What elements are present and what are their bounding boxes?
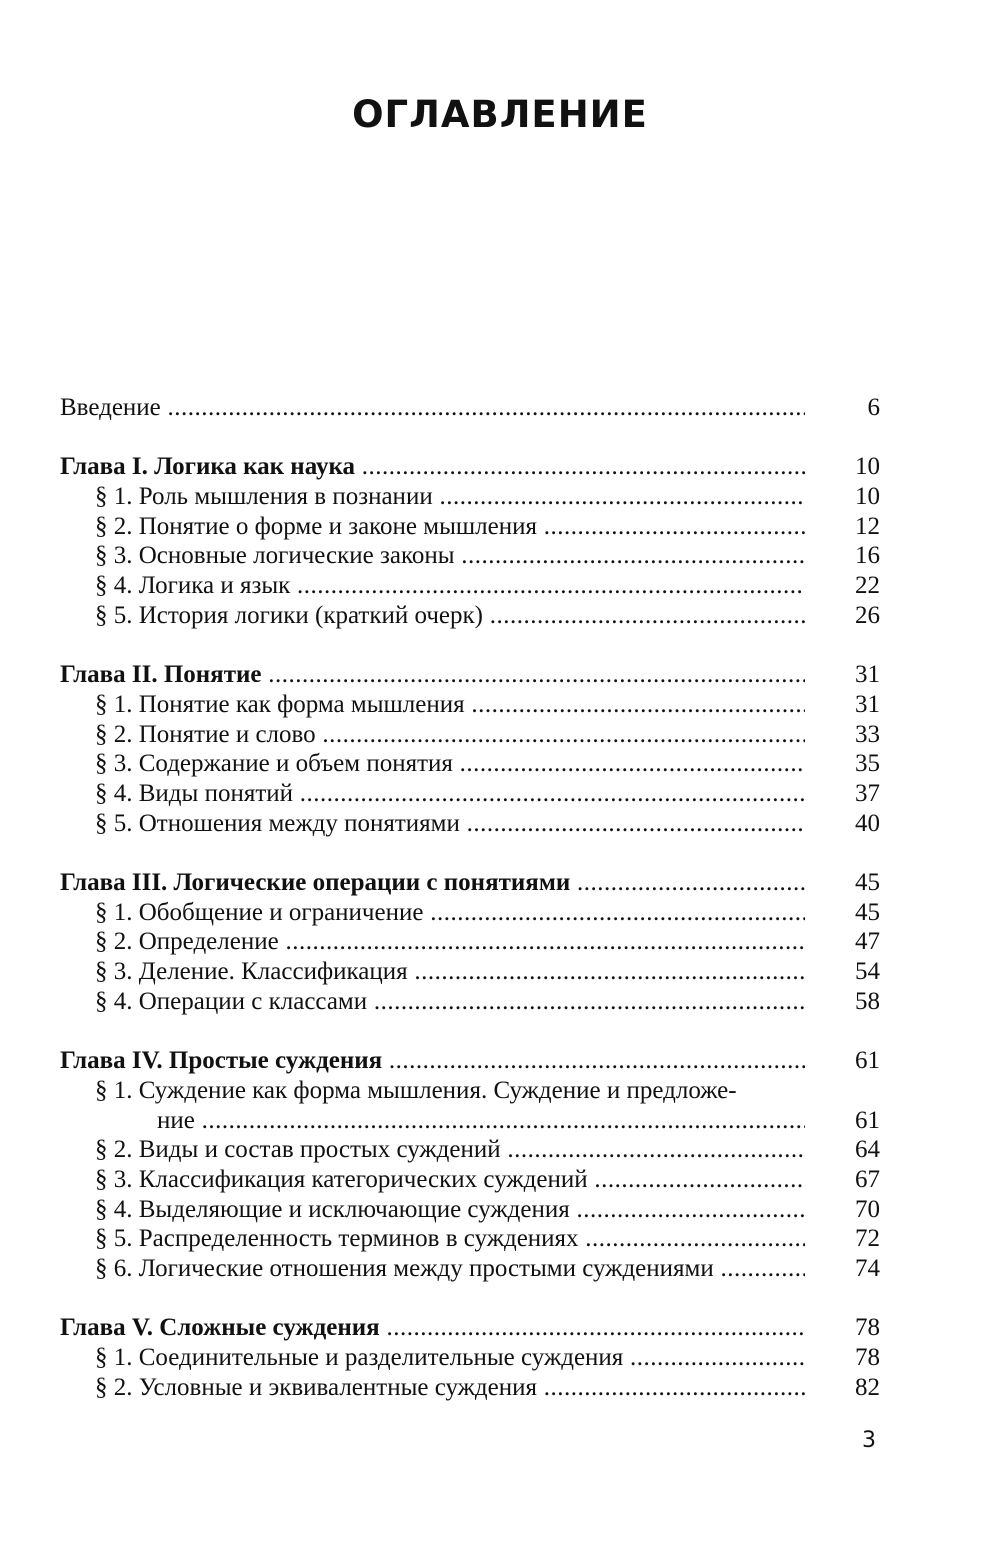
section-title: § 1. Роль мышления в познании ..... (95, 482, 805, 512)
toc-section (60, 957, 880, 987)
toc-chapter (60, 660, 880, 690)
section-page: 70 (855, 1195, 880, 1223)
section-page: 61 (855, 1106, 880, 1134)
toc-section (60, 482, 880, 512)
section-page: 37 (855, 779, 880, 807)
toc-section-continuation (60, 1106, 880, 1136)
section-title: § 1. Обобщение и ограничение ..... (95, 898, 805, 928)
toc-section (60, 1224, 880, 1254)
toc-section (60, 571, 880, 601)
section-title: § 4. Логика и язык ..... (95, 571, 805, 601)
section-page: 82 (855, 1373, 880, 1401)
toc-entry-intro (60, 393, 880, 423)
section-page: 16 (855, 542, 880, 570)
section-page: 45 (855, 898, 880, 926)
page-number: 3 (862, 1428, 876, 1453)
section-title: § 3. Деление. Классификация ..... (95, 957, 805, 987)
section-page: 31 (855, 690, 880, 718)
section-title: § 3. Классификация категорических суждений ..... (95, 1165, 805, 1195)
section-title: § 3. Основные логические законы ..... (95, 541, 805, 571)
section-title: § 5. Отношения между понятиями ..... (95, 809, 805, 839)
section-page: 58 (855, 987, 880, 1015)
toc-section (60, 809, 880, 839)
toc-chapter (60, 452, 880, 482)
toc-chapter (60, 868, 880, 898)
toc-section (60, 1135, 880, 1165)
section-page: 64 (855, 1136, 880, 1164)
toc-section (60, 898, 880, 928)
chapter-page: 78 (855, 1314, 880, 1342)
toc-section (60, 779, 880, 809)
section-page: 12 (855, 512, 880, 540)
section-page: 54 (855, 958, 880, 986)
section-page: 35 (855, 750, 880, 778)
section-page: 40 (855, 809, 880, 837)
toc-section (60, 1343, 880, 1373)
toc-section (60, 541, 880, 571)
section-page: 67 (855, 1165, 880, 1193)
toc-section (60, 1254, 880, 1284)
toc-section (60, 1373, 880, 1403)
section-title: § 5. Распределенность терминов в суждениях ..... (95, 1224, 805, 1254)
chapter-title: Глава III. Логические операции с понятиями ..... (60, 868, 805, 898)
chapter-page: 31 (855, 661, 880, 689)
section-title-continuation: ние ..... (157, 1106, 805, 1136)
section-title: § 2. Понятие о форме и законе мышления ..... (95, 512, 805, 542)
section-page: 26 (855, 601, 880, 629)
section-title: § 5. История логики (краткий очерк) ..... (95, 601, 805, 631)
toc-section (60, 927, 880, 957)
toc-section (60, 720, 880, 750)
toc-section (60, 512, 880, 542)
chapter-page: 10 (855, 453, 880, 481)
toc-chapter (60, 1313, 880, 1343)
chapter-title: Глава IV. Простые суждения ..... (60, 1046, 805, 1076)
toc-chapter (60, 1046, 880, 1076)
chapter-page: 45 (855, 869, 880, 896)
section-title: § 2. Определение ..... (95, 927, 805, 957)
section-title: § 2. Условные и эквивалентные суждения ..... (95, 1373, 805, 1403)
section-page: 47 (855, 928, 880, 956)
chapter-title: Глава V. Сложные суждения ..... (60, 1313, 805, 1343)
section-title: § 2. Понятие и слово ..... (95, 720, 805, 750)
section-title: § 4. Операции с классами ..... (95, 987, 805, 1017)
section-title: § 1. Суждение как форма мышления. Суждение и предложе- (95, 1076, 737, 1104)
toc-section (60, 987, 880, 1017)
toc-section (60, 1165, 880, 1195)
section-page: 78 (855, 1344, 880, 1371)
chapter-page: 61 (855, 1047, 880, 1075)
section-title: § 1. Понятие как форма мышления ..... (95, 690, 805, 720)
section-page: 33 (855, 720, 880, 748)
section-page: 10 (855, 483, 880, 511)
section-title: § 1. Соединительные и разделительные суждения ..... (95, 1343, 805, 1373)
section-title: § 6. Логические отношения между простыми суждениями ..... (95, 1254, 805, 1284)
toc-entry-label: Введение ..... (60, 393, 805, 423)
toc-section (60, 601, 880, 631)
chapter-title: Глава I. Логика как наука ..... (60, 452, 805, 482)
toc-section (60, 1076, 880, 1106)
section-title: § 3. Содержание и объем понятия ..... (95, 749, 805, 779)
section-title: § 4. Виды понятий ..... (95, 779, 805, 809)
chapter-title: Глава II. Понятие ..... (60, 660, 805, 690)
section-title: § 4. Выделяющие и исключающие суждения ..... (95, 1195, 805, 1225)
toc-section (60, 749, 880, 779)
section-title: § 2. Виды и состав простых суждений ..... (95, 1135, 805, 1165)
toc-section (60, 690, 880, 720)
table-of-contents (60, 393, 880, 1402)
page-title: ОГЛАВЛЕНИЕ (352, 93, 648, 136)
section-page: 22 (855, 572, 880, 600)
section-page: 74 (855, 1254, 880, 1282)
toc-entry-page: 6 (867, 394, 880, 421)
toc-section (60, 1195, 880, 1225)
section-page: 72 (855, 1225, 880, 1253)
